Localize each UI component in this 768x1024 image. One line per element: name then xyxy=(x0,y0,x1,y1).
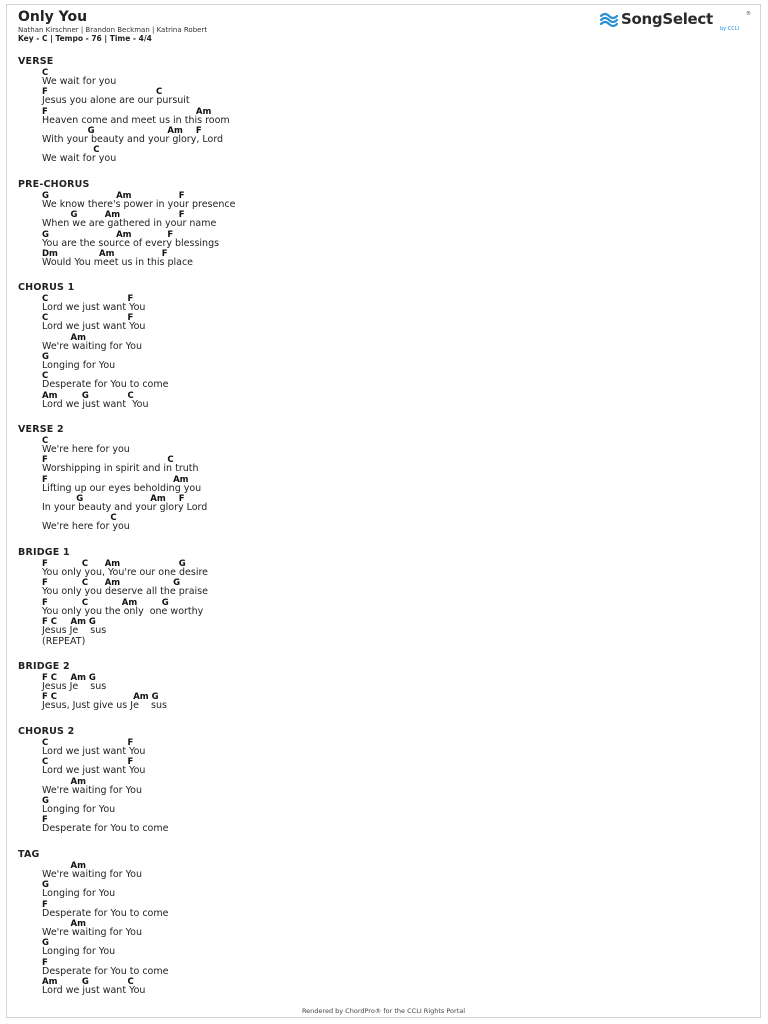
chord-label: G xyxy=(161,597,169,608)
lyric-text: You are the source of every blessings xyxy=(42,237,220,249)
section-title: BRIDGE 2 xyxy=(18,661,70,672)
lyric-text: We're waiting for You xyxy=(42,926,142,938)
song-sections xyxy=(7,5,760,1017)
chord-label: Am xyxy=(70,918,86,929)
lyric-text: We're waiting for You xyxy=(42,340,142,352)
chord-label: C xyxy=(110,513,117,524)
lyric-text: Longing for You xyxy=(42,946,116,958)
chord-label: F xyxy=(42,578,48,589)
lyric-text: Desperate for You to come xyxy=(42,379,169,391)
lyric-line xyxy=(42,107,742,127)
chord-label: Am xyxy=(104,210,121,221)
chord-label: F xyxy=(42,957,48,968)
lyric-text: We're here for you xyxy=(42,444,130,455)
chord-label: C xyxy=(127,390,134,401)
chord-label: F xyxy=(178,191,185,201)
chord-label: Am xyxy=(70,332,86,343)
lyric-text: Lord we just want You xyxy=(42,765,146,777)
lyric-line xyxy=(42,513,742,533)
chord-label: G xyxy=(81,390,89,401)
lyric-text: Jesus Je sus xyxy=(42,681,107,692)
chord-label: F xyxy=(178,493,185,504)
lyric-line xyxy=(42,191,742,211)
lyric-text: Desperate for You to come xyxy=(42,965,169,977)
lyric-text: Lord we just want You xyxy=(42,984,146,996)
footer-rendered-by: Rendered by ChordPro® for the CCLI Rights Portal xyxy=(301,1007,466,1015)
section-title: CHORUS 2 xyxy=(18,726,75,737)
lyric-text: Lord we just want You xyxy=(42,746,146,757)
lyric-text: In your beauty and your glory Lord xyxy=(42,501,208,513)
logo-text: SongSelect xyxy=(621,10,713,28)
lyric-line xyxy=(42,636,742,656)
lyric-line xyxy=(42,475,742,495)
lyric-line xyxy=(42,333,742,353)
lyric-line xyxy=(42,578,742,598)
chord-label: F xyxy=(42,597,48,608)
chord-label: G xyxy=(42,880,49,891)
lyric-text: You only you deserve all the praise xyxy=(42,586,208,598)
song-authors: Nathan Kirschner | Brandon Beckman | Katrina Robert xyxy=(18,26,208,34)
logo-trademark: ® xyxy=(746,11,751,17)
lyric-line xyxy=(42,861,742,881)
chord-label: C xyxy=(156,87,163,98)
chord-label: Am G xyxy=(70,673,96,683)
chord-label: F xyxy=(42,559,48,569)
chord-label: F xyxy=(127,757,134,768)
lyric-line xyxy=(42,617,742,637)
lyric-text: We know there's power in your presence xyxy=(42,199,236,210)
lyric-line xyxy=(42,777,742,797)
chord-label: C xyxy=(81,559,89,569)
chord-label: G xyxy=(42,229,49,240)
chord-label: C xyxy=(127,976,134,987)
lyric-line xyxy=(42,294,742,314)
chord-label: Am xyxy=(99,248,115,259)
lyric-line xyxy=(42,673,742,693)
lyric-line xyxy=(42,145,742,165)
lyric-line xyxy=(42,900,742,920)
lyric-text: (REPEAT) xyxy=(42,636,86,648)
chord-label: C xyxy=(42,371,49,382)
chord-label: C xyxy=(42,313,49,324)
lyric-line xyxy=(42,958,742,978)
lyric-line xyxy=(42,815,742,835)
lyric-line xyxy=(42,738,742,758)
chord-label: C xyxy=(42,436,49,446)
lyric-line xyxy=(42,126,742,146)
lyric-text: We're waiting for You xyxy=(42,869,142,880)
lyric-text: Jesus you alone are our pursuit xyxy=(42,95,190,107)
chord-label: G xyxy=(87,125,95,136)
chord-label: C xyxy=(42,738,49,748)
lyric-line xyxy=(42,977,742,997)
section-title: CHORUS 1 xyxy=(18,282,75,293)
song-title: Only You xyxy=(18,9,88,25)
chord-label: Am xyxy=(116,229,132,240)
chord-label: F xyxy=(42,899,48,910)
chord-label: F xyxy=(127,294,134,304)
lyric-line xyxy=(42,391,742,411)
lyric-text: Desperate for You to come xyxy=(42,823,169,835)
chord-label: Am G xyxy=(133,692,159,703)
lyric-text: Jesus, Just give us Je sus xyxy=(42,700,167,712)
lyric-text: We wait for you xyxy=(42,76,117,87)
lyric-text: Lord we just want You xyxy=(42,302,146,313)
section-title: TAG xyxy=(18,849,40,860)
chord-label: F xyxy=(178,210,185,221)
lyric-text: Longing for You xyxy=(42,803,116,815)
chord-label: F xyxy=(195,125,202,136)
chord-label: G xyxy=(70,210,78,221)
section-title: PRE-CHORUS xyxy=(18,179,90,190)
chord-label: F xyxy=(42,106,48,117)
lyric-text: Would You meet us in this place xyxy=(42,256,194,268)
section-title: BRIDGE 1 xyxy=(18,547,70,558)
chord-label: Am xyxy=(116,191,132,201)
chord-label: F C xyxy=(42,673,58,683)
lyric-text: Lord we just want You xyxy=(42,321,146,333)
section-title: VERSE 2 xyxy=(18,424,64,435)
chord-label: F xyxy=(167,229,174,240)
chord-label: Am xyxy=(104,559,121,569)
chord-label: Am xyxy=(150,493,166,504)
chord-label: F xyxy=(161,248,168,259)
chord-label: C xyxy=(42,68,49,78)
lyric-text: We're waiting for You xyxy=(42,784,142,796)
chord-label: Am xyxy=(42,390,58,401)
chord-label: Am xyxy=(70,861,86,871)
lyric-line xyxy=(42,692,742,712)
lyric-line xyxy=(42,880,742,900)
lyric-line xyxy=(42,210,742,230)
lyric-text: We wait for you xyxy=(42,153,117,165)
chord-sheet-page xyxy=(6,4,761,1018)
lyric-line xyxy=(42,313,742,333)
lyric-line xyxy=(42,796,742,816)
chord-label: Am xyxy=(173,474,189,485)
lyric-text: Lord we just want You xyxy=(42,398,149,410)
chord-label: Dm xyxy=(42,248,58,259)
lyric-text: Desperate for You to come xyxy=(42,907,169,919)
chord-label: G xyxy=(178,559,186,569)
chord-label: F C xyxy=(42,692,58,703)
lyric-line xyxy=(42,68,742,88)
lyric-line xyxy=(42,494,742,514)
chord-label: F xyxy=(42,815,48,826)
chord-label: C xyxy=(42,757,49,768)
chord-label: G xyxy=(42,191,49,201)
lyric-text: You only you the only one worthy xyxy=(42,605,204,617)
chord-label: G xyxy=(173,578,181,589)
lyric-line xyxy=(42,598,742,618)
lyric-text: With your beauty and your glory, Lord xyxy=(42,133,224,145)
lyric-text: Longing for You xyxy=(42,888,116,900)
chord-label: C xyxy=(93,145,100,156)
chord-label: G xyxy=(42,938,49,949)
chord-label: C xyxy=(81,597,89,608)
lyric-line xyxy=(42,436,742,456)
chord-label: Am xyxy=(167,125,183,136)
section-title: VERSE xyxy=(18,56,54,67)
lyric-text: You only you, You're our one desire xyxy=(42,567,209,578)
chord-label: Am xyxy=(104,578,121,589)
lyric-text: Jesus Je sus xyxy=(42,624,107,636)
lyric-line xyxy=(42,87,742,107)
chord-label: F xyxy=(42,474,48,485)
lyric-line xyxy=(42,455,742,475)
chord-label: F xyxy=(42,455,48,466)
lyric-line xyxy=(42,559,742,579)
chord-label: G xyxy=(76,493,84,504)
chord-label: F xyxy=(127,738,134,748)
lyric-line xyxy=(42,249,742,269)
chord-label: C xyxy=(42,294,49,304)
chord-label: G xyxy=(42,795,49,806)
lyric-line xyxy=(42,230,742,250)
chord-label: F C xyxy=(42,616,58,627)
chord-label: F xyxy=(42,87,48,98)
chord-label: Am xyxy=(195,106,212,117)
lyric-text: Lifting up our eyes beholding you xyxy=(42,482,202,494)
chord-label: Am xyxy=(70,776,86,787)
chord-label: G xyxy=(81,976,89,987)
chord-label: F xyxy=(127,313,134,324)
lyric-line xyxy=(42,938,742,958)
song-key-tempo-time: Key - C | Tempo - 76 | Time - 4/4 xyxy=(18,34,152,43)
chord-label: Am xyxy=(42,976,58,987)
lyric-text: We're here for you xyxy=(42,521,130,533)
lyric-line xyxy=(42,371,742,391)
chord-label: C xyxy=(167,455,174,466)
chord-label: C xyxy=(81,578,89,589)
chord-label: G xyxy=(42,351,49,362)
lyric-line xyxy=(42,757,742,777)
lyric-text: When we are gathered in your name xyxy=(42,218,217,230)
lyric-text: Heaven come and meet us in this room xyxy=(42,114,230,126)
lyric-text: Worshipping in spirit and in truth xyxy=(42,463,199,475)
logo-subtext: by CCLI xyxy=(720,26,739,32)
chord-label: Am G xyxy=(70,616,96,627)
lyric-line xyxy=(42,919,742,939)
lyric-line xyxy=(42,352,742,372)
chord-label: Am xyxy=(121,597,138,608)
lyric-text: Longing for You xyxy=(42,359,116,371)
